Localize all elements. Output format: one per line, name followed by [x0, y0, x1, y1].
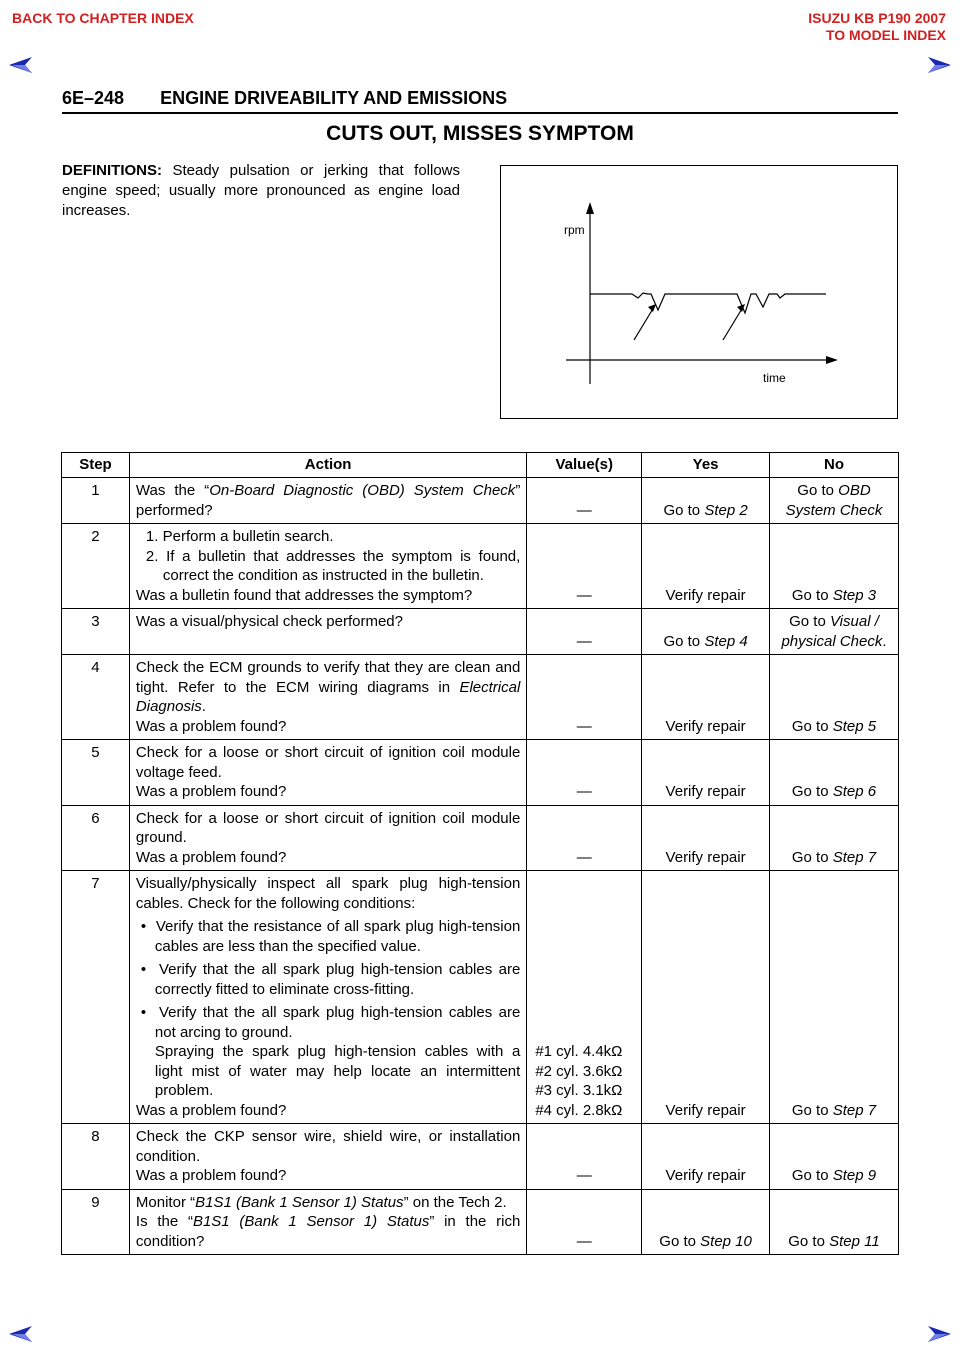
definitions-label: DEFINITIONS: — [62, 162, 162, 179]
goto-step-11-link[interactable]: Step 11 — [829, 1232, 880, 1250]
resistance-value: #3 cyl. 3.1kΩ — [535, 1082, 623, 1099]
step-number: 6 — [62, 805, 130, 871]
table-header-row — [62, 453, 899, 478]
action-cell: Visually/physically inspect all spark plug high-tension cables. Check for the following conditions: • Verify that the resistance of all spark plug high-tension cables are less than the specified value. • Verify that the all spark plug high-tension cables are correctly fitted to eliminate cross-fitting. • Verify that the all spark plug high-tension cables are not arcing to ground. Spraying the spark plug high-tension cables with a light mist of water may help locate an intermittent problem. Was a problem found? — [129, 871, 526, 1124]
action-cell: Check the ECM grounds to verify that they are clean and tight. Refer to the ECM wiring diagrams in Electrical Diagnosis. Was a problem found? — [129, 655, 526, 740]
misfire-pointer-1 — [634, 307, 654, 340]
table-row — [62, 740, 899, 806]
step-number: 9 — [62, 1189, 130, 1255]
no-cell: Go to Step 9 — [769, 1124, 898, 1190]
goto-step-9-link[interactable]: Step 9 — [832, 1167, 877, 1184]
table-row — [62, 655, 899, 740]
action-cell: Was a visual/physical check performed? — [129, 609, 526, 655]
yes-cell: Verify repair — [642, 1124, 770, 1190]
action-item: 1. Perform a bulletin search. — [145, 528, 334, 545]
no-cell: Go to Step 3 — [769, 524, 898, 609]
value-cell: — — [527, 655, 642, 740]
resistance-value: #4 cyl. 2.8kΩ — [535, 1101, 623, 1119]
misfire-pointer-2 — [723, 307, 743, 340]
diagnostic-table — [61, 452, 899, 1255]
back-to-chapter-index-link[interactable]: BACK TO CHAPTER INDEX — [12, 10, 194, 26]
resistance-value: #2 cyl. 3.6kΩ — [535, 1062, 623, 1080]
header-no: No — [769, 453, 898, 478]
yes-cell: Go to Step 2 — [642, 478, 770, 524]
action-cell: Check for a loose or short circuit of ignition coil module ground. Was a problem found? — [129, 805, 526, 871]
step-number: 7 — [62, 871, 130, 1124]
bullet-item: • Verify that the all spark plug high-tension cables are not arcing to ground. — [140, 1004, 521, 1041]
to-model-index-link[interactable] — [808, 10, 946, 44]
model-index-label: TO MODEL INDEX — [825, 27, 946, 43]
bullet-item: • Verify that the resistance of all spark plug high-tension cables are less than the specified value. — [140, 918, 521, 955]
definitions-paragraph — [62, 161, 460, 221]
y-axis-arrowhead — [586, 202, 594, 214]
previous-page-arrow-icon[interactable] — [8, 1325, 34, 1343]
yes-cell: Verify repair — [642, 524, 770, 609]
action-question: Was a problem found? — [135, 1101, 287, 1119]
no-cell: Go to Step 7 — [769, 871, 898, 1124]
no-cell: Go to Step 6 — [769, 740, 898, 806]
goto-step-7-link[interactable]: Step 7 — [832, 1101, 877, 1119]
header-yes: Yes — [642, 453, 770, 478]
goto-step-4-link[interactable]: Step 4 — [704, 632, 748, 650]
page-code: 6E–248 — [62, 88, 125, 108]
value-cell: — — [527, 1189, 642, 1255]
bullet-note: Spraying the spark plug high-tension cables with a light mist of water may help locate an intermittent problem. — [154, 1043, 521, 1099]
table-row — [62, 478, 899, 524]
visual-physical-check-link[interactable]: Visual / physical Check — [781, 613, 883, 650]
header-values: Value(s) — [527, 453, 642, 478]
rpm-time-graph — [501, 166, 899, 420]
x-axis-arrowhead — [826, 356, 838, 364]
step-number: 4 — [62, 655, 130, 740]
electrical-diagnosis-reference[interactable]: Electrical Diagnosis — [135, 678, 521, 715]
yes-cell: Verify repair — [642, 740, 770, 806]
table-row — [62, 609, 899, 655]
value-cell — [527, 871, 642, 1124]
action-cell: Check the CKP sensor wire, shield wire, or installation condition. Was a problem found? — [129, 1124, 526, 1190]
no-cell: Go to Step 5 — [769, 655, 898, 740]
value-cell: — — [527, 478, 642, 524]
no-cell: Go to Step 11 — [769, 1189, 898, 1255]
step-number: 1 — [62, 478, 130, 524]
misfire-pointer-1-head — [648, 304, 656, 312]
goto-step-3-link[interactable]: Step 3 — [832, 586, 877, 604]
bullet-item: • Verify that the all spark plug high-tension cables are correctly fitted to eliminate cross-fitting. — [140, 961, 521, 998]
goto-step-10-link[interactable]: Step 10 — [700, 1232, 752, 1250]
action-cell: Monitor “B1S1 (Bank 1 Sensor 1) Status” on the Tech 2. Is the “B1S1 (Bank 1 Sensor 1) Status” in the rich condition? — [129, 1189, 526, 1255]
b1s1-status-reference: B1S1 (Bank 1 Sensor 1) Status — [192, 1213, 430, 1230]
rpm-trace — [590, 293, 826, 313]
yes-cell: Verify repair — [642, 871, 770, 1124]
step-number: 3 — [62, 609, 130, 655]
step-number: 8 — [62, 1124, 130, 1190]
no-cell: Go to Visual / physical Check. — [769, 609, 898, 655]
page-header — [62, 88, 898, 114]
value-cell: — — [527, 609, 642, 655]
table-row — [62, 871, 899, 1124]
goto-step-7-link[interactable]: Step 7 — [832, 848, 877, 866]
yes-cell: Verify repair — [642, 655, 770, 740]
action-question: Was a problem found? — [135, 1167, 287, 1184]
value-cell: — — [527, 1124, 642, 1190]
page-title: CUTS OUT, MISSES SYMPTOM — [326, 122, 634, 145]
next-page-arrow-icon[interactable] — [926, 56, 952, 74]
b1s1-status-reference: B1S1 (Bank 1 Sensor 1) Status — [195, 1193, 404, 1211]
action-question: Was a bulletin found that addresses the symptom? — [135, 586, 473, 604]
previous-page-arrow-icon[interactable] — [8, 56, 34, 74]
no-cell: Go to Step 7 — [769, 805, 898, 871]
action-item: 2. If a bulletin that addresses the symptom is found, correct the condition as instructed in the bulletin. — [145, 547, 521, 584]
action-cell: Was the “On-Board Diagnostic (OBD) System Check” performed? — [129, 478, 526, 524]
value-cell: — — [527, 524, 642, 609]
section-title: ENGINE DRIVEABILITY AND EMISSIONS — [160, 88, 508, 108]
symptom-graph — [500, 165, 898, 419]
y-axis-label: rpm — [564, 223, 585, 237]
step-number: 2 — [62, 524, 130, 609]
action-question: Was a problem found? — [135, 848, 287, 866]
definitions-text: Steady pulsation or jerking that follows engine speed; usually more pronounced as engine load increases. — [62, 162, 460, 219]
goto-step-2-link[interactable]: Step 2 — [704, 501, 748, 519]
value-cell: — — [527, 805, 642, 871]
yes-cell: Verify repair — [642, 805, 770, 871]
goto-step-6-link[interactable]: Step 6 — [832, 783, 877, 800]
step-number: 5 — [62, 740, 130, 806]
x-axis-label: time — [763, 371, 786, 385]
obd-check-reference[interactable]: On-Board Diagnostic (OBD) System Check — [209, 482, 516, 499]
header-step: Step — [62, 453, 130, 478]
yes-cell: Go to Step 4 — [642, 609, 770, 655]
goto-step-5-link[interactable]: Step 5 — [832, 717, 877, 735]
table-row — [62, 524, 899, 609]
action-cell — [129, 524, 526, 609]
table-row — [62, 805, 899, 871]
header-action: Action — [129, 453, 526, 478]
next-page-arrow-icon[interactable] — [926, 1325, 952, 1343]
resistance-value: #1 cyl. 4.4kΩ — [535, 1043, 623, 1060]
action-question: Was a problem found? — [135, 717, 287, 735]
model-name: ISUZU KB P190 2007 — [808, 10, 946, 26]
table-row — [62, 1124, 899, 1190]
obd-system-check-link[interactable]: OBD System Check — [785, 482, 883, 519]
no-cell: Go to OBD System Check — [769, 478, 898, 524]
yes-cell: Go to Step 10 — [642, 1189, 770, 1255]
action-cell: Check for a loose or short circuit of ignition coil module voltage feed. Was a problem found? — [129, 740, 526, 806]
value-cell: — — [527, 740, 642, 806]
action-question: Was a problem found? — [135, 783, 287, 800]
table-row — [62, 1189, 899, 1255]
